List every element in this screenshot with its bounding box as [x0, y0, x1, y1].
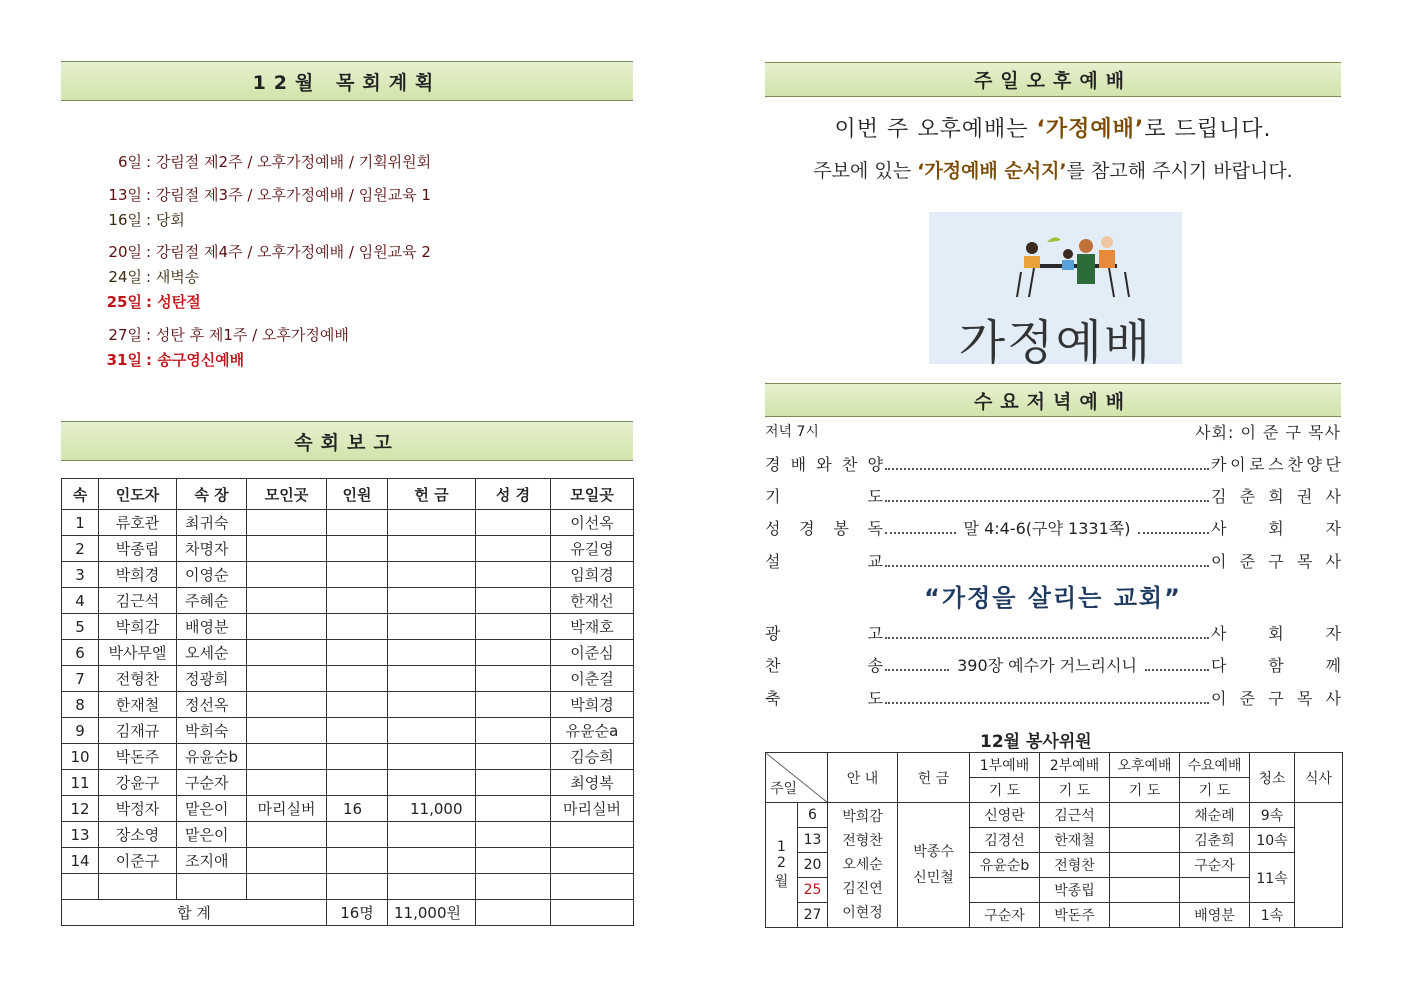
- report-cell: 배영분: [177, 614, 247, 640]
- report-column-header: 인원: [327, 479, 388, 510]
- report-cell: [247, 640, 327, 666]
- report-row: [62, 562, 634, 588]
- report-cell: 박희경: [99, 562, 177, 588]
- family-worship-image: [929, 212, 1182, 364]
- order-person: 사 회 자: [1211, 624, 1341, 643]
- report-cell: 박희감: [99, 614, 177, 640]
- report-cell: 마리실버: [247, 796, 327, 822]
- report-cell: 박재호: [551, 614, 634, 640]
- report-cell: 박희경: [551, 692, 634, 718]
- notice-emphasis: ‘가정예배 순서지’: [917, 160, 1067, 182]
- plan-text: : 강림절 제3주 / 오후가정예배 / 임원교육 1: [146, 186, 431, 204]
- report-cell: [476, 666, 551, 692]
- report-cell: 13: [62, 822, 99, 848]
- report-cell: 정광희: [177, 666, 247, 692]
- prayer-cell: 박종립: [1040, 878, 1110, 903]
- prayer-cell: 한재철: [1040, 828, 1110, 853]
- cleaning-cell: 11속: [1250, 853, 1295, 903]
- report-cell: [247, 536, 327, 562]
- prayer-cell: 신영란: [970, 803, 1040, 828]
- report-cell: [327, 510, 388, 536]
- order-person: 김 춘 희 권 사: [1211, 487, 1341, 506]
- report-cell: [247, 562, 327, 588]
- report-cell: [247, 822, 327, 848]
- report-cell: [388, 666, 476, 692]
- report-cell: [476, 822, 551, 848]
- plan-header: 12월 목회계획: [61, 61, 633, 101]
- report-cell: [327, 588, 388, 614]
- report-cell: [247, 614, 327, 640]
- day-cell: 20: [798, 853, 828, 878]
- month-cell: 12월: [766, 803, 798, 928]
- report-cell: 1: [62, 510, 99, 536]
- order-label: 설 교: [765, 552, 883, 571]
- plan-item: [98, 209, 185, 230]
- report-cell: [247, 744, 327, 770]
- cleaning-cell: 9속: [1250, 803, 1295, 828]
- leader-dots: [885, 522, 956, 534]
- report-cell: [476, 744, 551, 770]
- report-cell: [327, 718, 388, 744]
- prayer-cell: 김경선: [970, 828, 1040, 853]
- report-cell: [388, 822, 476, 848]
- report-cell: 11,000: [388, 796, 476, 822]
- plan-day: 6일: [117, 153, 142, 171]
- report-cell: 박정자: [99, 796, 177, 822]
- plan-item: [98, 349, 244, 370]
- report-cell: [476, 614, 551, 640]
- report-cell: 이선옥: [551, 510, 634, 536]
- report-cell: [388, 692, 476, 718]
- image-caption: 가정예배: [958, 315, 1153, 364]
- report-row: [62, 822, 634, 848]
- plan-text: : 송구영신예배: [146, 351, 245, 369]
- report-cell: 최영복: [551, 770, 634, 796]
- report-cell: 유길영: [551, 536, 634, 562]
- order-line: [765, 516, 1341, 539]
- report-row: [62, 588, 634, 614]
- report-cell: [476, 848, 551, 874]
- service1-header: 1부예배: [970, 753, 1040, 778]
- order-line: [765, 549, 1341, 572]
- wednesday-host: 사회: 이 준 구 목사: [1195, 423, 1341, 442]
- report-cell: 구순자: [177, 770, 247, 796]
- guide-header: 안 내: [828, 753, 898, 803]
- report-row: [62, 640, 634, 666]
- report-column-header: 인도자: [99, 479, 177, 510]
- report-cell: [388, 614, 476, 640]
- report-row: [62, 692, 634, 718]
- leader-dots: [885, 692, 1209, 704]
- prayer-cell: [1110, 903, 1180, 928]
- report-cell: [247, 848, 327, 874]
- order-label: 축 도: [765, 689, 883, 708]
- report-cell: 박돈주: [99, 744, 177, 770]
- order-line: [765, 484, 1341, 507]
- order-label: 찬 송: [765, 656, 883, 675]
- report-cell: [247, 588, 327, 614]
- report-cell: [388, 536, 476, 562]
- report-cell: [99, 874, 177, 900]
- guide-name: 오세순: [842, 857, 883, 873]
- report-cell: [327, 770, 388, 796]
- leader-dots: [885, 458, 1209, 470]
- prayer-cell: 배영분: [1180, 903, 1250, 928]
- order-person: 카 이 로 스 찬 양 단: [1211, 455, 1341, 474]
- offering-header: 헌 금: [898, 753, 970, 803]
- guide-name: 박희감: [842, 809, 883, 825]
- report-cell: 박희숙: [177, 718, 247, 744]
- wednesday-time: 저녁 7시: [765, 424, 819, 440]
- prayer-cell: 김춘희: [1180, 828, 1250, 853]
- order-line: [765, 621, 1341, 644]
- plan-text: : 새벽송: [146, 268, 200, 286]
- family-illustration: [929, 212, 1182, 312]
- order-person: 이 준 구 목 사: [1211, 689, 1341, 708]
- report-cell: 4: [62, 588, 99, 614]
- afternoon-service-header: 오후예배: [1110, 753, 1180, 778]
- order-line: [765, 686, 1341, 709]
- cleaning-header: 청소: [1250, 753, 1295, 803]
- report-cell: 10: [62, 744, 99, 770]
- report-row: [62, 510, 634, 536]
- prayer-cell: [1110, 803, 1180, 828]
- plan-item: [98, 291, 201, 312]
- report-cell: [247, 718, 327, 744]
- report-cell: 이영순: [177, 562, 247, 588]
- report-cell: 이준심: [551, 640, 634, 666]
- report-cell: [476, 770, 551, 796]
- report-cell: 한재철: [99, 692, 177, 718]
- notice-line-1: 이번 주 오후예배는 ‘가정예배’로 드립니다.: [834, 117, 1272, 142]
- report-cell: 5: [62, 614, 99, 640]
- leader-dots: [885, 627, 1209, 639]
- prayer-cell: 유윤순b: [970, 853, 1040, 878]
- day-cell: 25: [798, 878, 828, 903]
- leader-dots: [1138, 522, 1209, 534]
- report-cell: 오세순: [177, 640, 247, 666]
- notice-emphasis: ‘가정예배’: [1036, 117, 1145, 142]
- total-count: 16명: [327, 900, 388, 926]
- report-column-header: 모일곳: [551, 479, 634, 510]
- prayer-cell: 구순자: [1180, 853, 1250, 878]
- report-row: [62, 536, 634, 562]
- report-row: [62, 796, 634, 822]
- report-cell: 2: [62, 536, 99, 562]
- report-cell: [476, 588, 551, 614]
- report-cell: [247, 510, 327, 536]
- report-row: [62, 848, 634, 874]
- leader-dots: [885, 555, 1209, 567]
- report-cell: [476, 692, 551, 718]
- report-cell: 정선옥: [177, 692, 247, 718]
- report-cell: 9: [62, 718, 99, 744]
- order-label: 경 배 와 찬 양: [765, 455, 883, 474]
- service2-header: 2부예배: [1040, 753, 1110, 778]
- report-cell: [388, 874, 476, 900]
- plan-item: [98, 241, 431, 262]
- report-cell: 6: [62, 640, 99, 666]
- report-cell: 김근석: [99, 588, 177, 614]
- report-cell: 장소영: [99, 822, 177, 848]
- prayer-cell: 전형찬: [1040, 853, 1110, 878]
- week-corner: 주일: [766, 753, 828, 803]
- plan-day: 25일: [106, 293, 142, 311]
- report-cell: 유윤순a: [551, 718, 634, 744]
- report-cell: 박종립: [99, 536, 177, 562]
- leader-dots: [885, 659, 949, 671]
- report-row: [62, 614, 634, 640]
- prayer-cell: 채순례: [1180, 803, 1250, 828]
- report-cell: 김재규: [99, 718, 177, 744]
- report-column-header: 속: [62, 479, 99, 510]
- report-cell: 7: [62, 666, 99, 692]
- report-cell: 조지애: [177, 848, 247, 874]
- prayer-cell: 구순자: [970, 903, 1040, 928]
- report-cell: 맡은이: [177, 796, 247, 822]
- report-table: [61, 478, 634, 926]
- plan-text: : 성탄 후 제1주 / 오후가정예배: [146, 326, 349, 344]
- report-cell: 마리실버: [551, 796, 634, 822]
- report-cell: [327, 744, 388, 770]
- meal-header: 식사: [1295, 753, 1343, 803]
- day-cell: 13: [798, 828, 828, 853]
- report-row: [62, 770, 634, 796]
- prayer-cell: 김근석: [1040, 803, 1110, 828]
- cleaning-cell: 1속: [1250, 903, 1295, 928]
- report-cell: [247, 874, 327, 900]
- plan-text: : 당회: [146, 211, 185, 229]
- offering-name: 신민철: [913, 870, 954, 886]
- guide-name: 이현정: [842, 905, 883, 921]
- offering-name: 박종수: [913, 844, 954, 860]
- report-cell: 16: [327, 796, 388, 822]
- report-header-row: [62, 479, 634, 510]
- report-cell: [388, 848, 476, 874]
- plan-day: 16일: [108, 211, 142, 229]
- report-cell: 김승희: [551, 744, 634, 770]
- prayer-cell: [1110, 878, 1180, 903]
- report-cell: [247, 666, 327, 692]
- report-cell: [62, 874, 99, 900]
- report-row: [62, 666, 634, 692]
- report-cell: [388, 744, 476, 770]
- report-cell: [551, 848, 634, 874]
- plan-text: : 강림절 제2주 / 오후가정예배 / 기획위원회: [146, 153, 432, 171]
- guide-cell: [828, 803, 898, 928]
- report-cell: [388, 562, 476, 588]
- report-column-header: 모인곳: [247, 479, 327, 510]
- order-line: [765, 653, 1341, 676]
- plan-day: 31일: [106, 351, 142, 369]
- cleaning-cell: 10속: [1250, 828, 1295, 853]
- report-cell: 12: [62, 796, 99, 822]
- report-row: [62, 718, 634, 744]
- report-row: [62, 874, 634, 900]
- plan-day: 24일: [108, 268, 142, 286]
- offering-cell: [898, 803, 970, 928]
- report-cell: [476, 640, 551, 666]
- order-label: 기 도: [765, 487, 883, 506]
- order-person: 다 함 께: [1211, 656, 1342, 675]
- wednesday-header: 수요저녁예배: [765, 383, 1341, 417]
- prayer-cell: [1110, 828, 1180, 853]
- report-cell: [327, 536, 388, 562]
- report-cell: [327, 562, 388, 588]
- report-cell: 유윤순b: [177, 744, 247, 770]
- order-person: 이 준 구 목 사: [1211, 552, 1341, 571]
- report-cell: [327, 874, 388, 900]
- report-cell: 3: [62, 562, 99, 588]
- leader-dots: [885, 490, 1209, 502]
- order-person: 사 회 자: [1211, 519, 1341, 538]
- report-cell: [476, 562, 551, 588]
- report-cell: [247, 692, 327, 718]
- report-cell: 11: [62, 770, 99, 796]
- report-cell: [388, 588, 476, 614]
- report-cell: 14: [62, 848, 99, 874]
- report-cell: [551, 874, 634, 900]
- plan-text: : 강림절 제4주 / 오후가정예배 / 임원교육 2: [146, 243, 431, 261]
- plan-item: [98, 151, 431, 172]
- prayer-cell: [970, 878, 1040, 903]
- report-cell: [476, 874, 551, 900]
- prayer-cell: [1180, 878, 1250, 903]
- prayer-cell: 박돈주: [1040, 903, 1110, 928]
- meal-cell: [1295, 803, 1343, 928]
- report-cell: [551, 822, 634, 848]
- day-cell: 27: [798, 903, 828, 928]
- report-cell: [177, 874, 247, 900]
- order-label: 광 고: [765, 624, 883, 643]
- report-cell: [476, 510, 551, 536]
- plan-day: 27일: [108, 326, 142, 344]
- guide-name: 전형찬: [842, 833, 883, 849]
- report-cell: [476, 536, 551, 562]
- report-cell: 이준구: [99, 848, 177, 874]
- report-cell: [327, 822, 388, 848]
- plan-item: [98, 184, 431, 205]
- total-label: 합 계: [62, 900, 327, 926]
- report-cell: [388, 770, 476, 796]
- report-cell: [327, 692, 388, 718]
- plan-item: [98, 324, 349, 345]
- report-cell: 최귀숙: [177, 510, 247, 536]
- report-cell: 박사무엘: [99, 640, 177, 666]
- plan-day: 13일: [108, 186, 142, 204]
- report-column-header: 헌 금: [388, 479, 476, 510]
- plan-text: : 성탄절: [146, 293, 201, 311]
- wednesday-service-header: 수요예배: [1180, 753, 1250, 778]
- report-cell: 이춘걸: [551, 666, 634, 692]
- guide-name: 김진연: [842, 881, 883, 897]
- report-cell: [388, 510, 476, 536]
- report-cell: 한재선: [551, 588, 634, 614]
- report-cell: [247, 770, 327, 796]
- afternoon-header: 주일오후예배: [765, 62, 1341, 97]
- report-column-header: 성 경: [476, 479, 551, 510]
- report-cell: [388, 718, 476, 744]
- report-cell: [476, 796, 551, 822]
- total-amount: 11,000원: [388, 900, 476, 926]
- report-row: [62, 744, 634, 770]
- plan-item: [98, 266, 199, 287]
- report-column-header: 속 장: [177, 479, 247, 510]
- order-detail: 390장 예수가 거느리시니: [957, 656, 1137, 675]
- order-line: [765, 452, 1341, 475]
- report-cell: 차명자: [177, 536, 247, 562]
- day-cell: 6: [798, 803, 828, 828]
- volunteer-row: [766, 803, 1343, 828]
- report-cell: [476, 718, 551, 744]
- report-cell: [327, 614, 388, 640]
- plan-day: 20일: [108, 243, 142, 261]
- report-cell: 류호관: [99, 510, 177, 536]
- report-cell: 맡은이: [177, 822, 247, 848]
- prayer-cell: [1110, 853, 1180, 878]
- report-total-row: [62, 900, 634, 926]
- report-cell: 임희경: [551, 562, 634, 588]
- report-cell: [327, 848, 388, 874]
- report-cell: [327, 666, 388, 692]
- sermon-title: “가정을 살리는 교회”: [924, 584, 1182, 612]
- report-cell: 8: [62, 692, 99, 718]
- report-cell: 주혜순: [177, 588, 247, 614]
- report-cell: [327, 640, 388, 666]
- leader-dots: [1145, 659, 1209, 671]
- report-header: 속회보고: [61, 421, 633, 461]
- report-cell: 전형찬: [99, 666, 177, 692]
- report-cell: 강윤구: [99, 770, 177, 796]
- order-detail: 말 4:4-6(구약 1331쪽): [963, 519, 1131, 538]
- volunteer-title: 12월 봉사위원: [980, 732, 1092, 752]
- report-cell: [388, 640, 476, 666]
- order-label: 성 경 봉 독: [765, 519, 883, 538]
- notice-line-2: 주보에 있는 ‘가정예배 순서지’를 참고해 주시기 바랍니다.: [813, 160, 1293, 182]
- volunteer-table: 주일 안 내 헌 금 1부예배 2부예배 오후예배 수요예배 청소 식사 기 도 기 도 기 도 기 도 12월 6 박희감 전형찬 오세순 김진연 이현정 박종수 신민철 신영란 김근석 채순례 9속 13 김경선 한재철 김춘희 10속 20 유윤순b 전형찬 구순자 11속 25 박종립 27 구순자 박돈주 배영분 1속: [765, 752, 1343, 928]
